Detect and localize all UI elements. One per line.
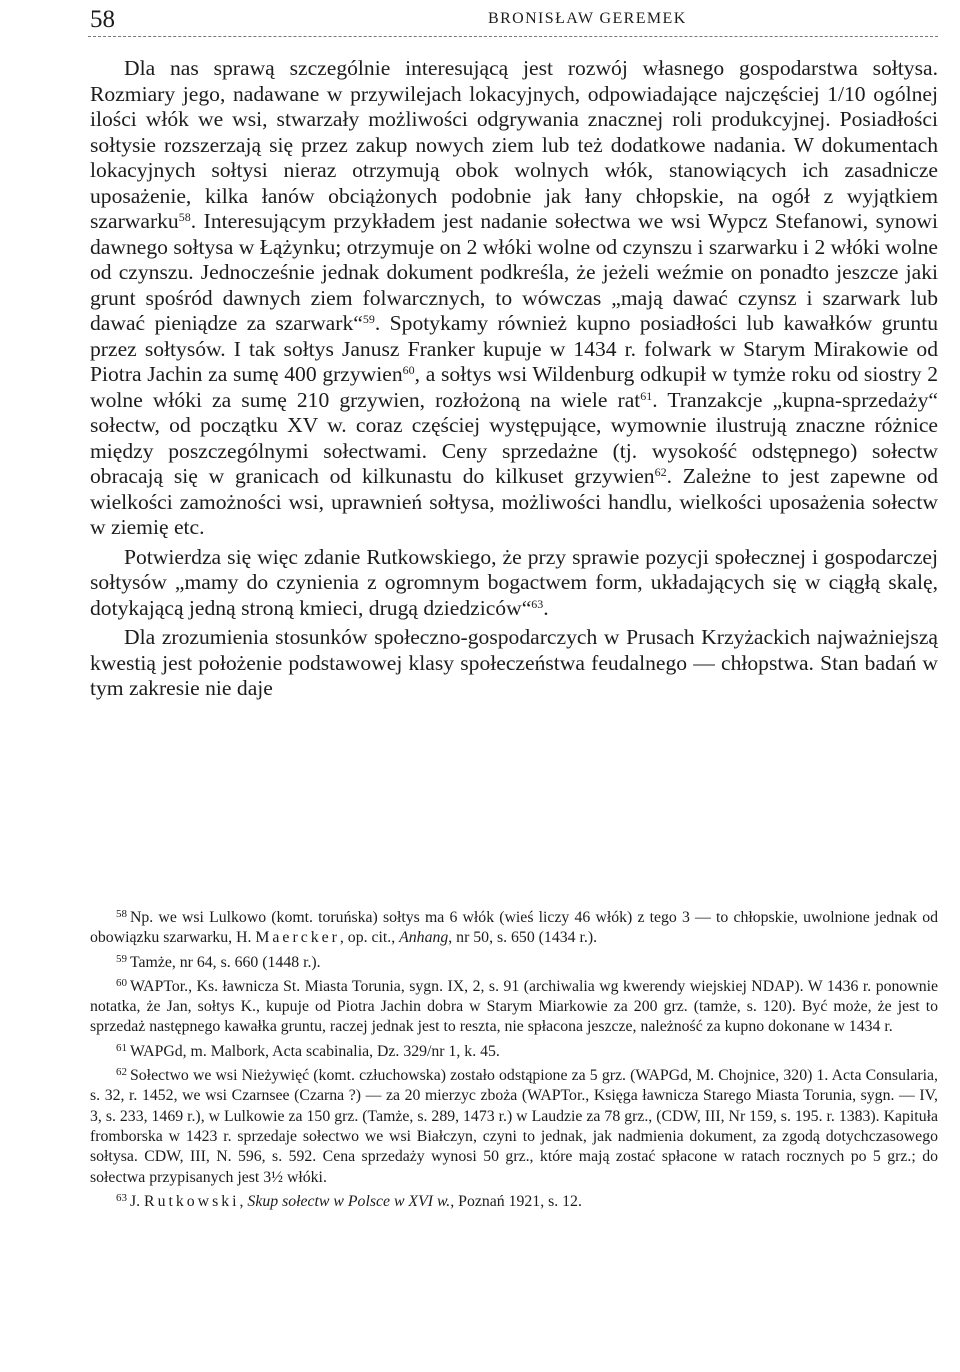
paragraph-text: .	[543, 595, 549, 620]
footnote-text: , nr 50, s. 650 (1434 r.).	[448, 929, 598, 947]
footnote	[90, 949, 938, 973]
footnote-text: ,	[239, 1192, 248, 1210]
footnote-ref: 58	[178, 210, 191, 224]
page-header	[90, 4, 938, 38]
footnote-ref: 63	[531, 596, 544, 611]
paragraph-text: Dla nas sprawą szczególnie interesującą jest rozwój własnego gospodarstwa sołtysa. Rozmiary jego, nadawane w przywilejach lokacyjnych, odpowiadające najczęściej 1/10 ogólnej ilości włók we wsi, stwarzały możliwości odgrywania znacznej roli produkcyjnej. Posiadłości sołtysie rozszerzają się przez zakup nowych ziem lub też dodatkowe nadania. W dokumentach lokacyjnych sołtysi nieraz otrzymują obok wolnych włók, stanowiących ich zasadnicze uposażenie, kilka łanów obciążonych podobnie jak łany chłopskie, na ogół z wyjątkiem szarwarku	[90, 56, 938, 233]
footnote-number: 62	[116, 1066, 127, 1079]
paragraph-text: . Zależne to jest zapewne od wielkości zamożności wsi, uprawnień sołtysa, możliwości handlu, wielkości uposażenia sołectw w ziemię etc.	[90, 464, 938, 539]
paragraph	[90, 56, 938, 541]
footnote	[90, 1062, 938, 1188]
footnote-author: Rutkowski	[144, 1192, 240, 1210]
footnotes	[90, 904, 938, 1212]
footnote-ref: 59	[362, 312, 375, 326]
footnote-text: Sołectwo we wsi Nieżywięć (komt. człuchowska) zostało odstąpione za 5 grz. (WAPGd, M. Chojnice, 320) 1. Acta Consularia, s. 32, r. 1452, we wsi Czarnsee (Czarna ?) — za 20 mierzyc zboża (WAPTor., Księga ławnicza Starego Miasta Torunia, sygn. — IV, 3, s. 233, 1469 r.), w Lulkowie za 150 grz. (Tamże, s. 289, 1473 r.) w Laudzie za 78 grz., (CDW, III, Nr 159, s. 195. r. 1383). Kapituła fromborska w 1423 r. sprzedaje sołectwo we wsi Białczyn, czyni to jednak, jak nadmienia dokument, za zgodą dotychczasowego sołtysa. CDW, III, N. 596, s. 592. Cena sprzedaży wynosi 50 grz., które mają zostać spłacone w ratach rocznych po 5 grz.; do sołectwa przypisanych jest 3½ włóki.	[90, 1067, 938, 1186]
footnote-author: Maercker	[255, 929, 340, 947]
footnote-text: Tamże, nr 64, s. 660 (1448 r.).	[130, 953, 321, 971]
footnote-title: Anhang	[399, 929, 449, 947]
footnote-number: 63	[116, 1191, 127, 1204]
footnote-ref: 62	[654, 465, 667, 479]
footnote-title: Skup sołectw w Polsce w XVI w.	[247, 1192, 451, 1210]
footnote-text: , Poznań 1921, s. 12.	[450, 1192, 582, 1210]
paragraph	[90, 545, 938, 622]
paragraph-text: Dla zrozumienia stosunków społeczno-gospodarczych w Prusach Krzyżackich najważniejszą kwestią jest położenie podstawowej klasy społeczeństwa feudalnego — chłopstwa. Stan badań w tym zakresie nie daje	[90, 625, 938, 700]
footnote-text: J.	[130, 1192, 145, 1210]
footnote-number: 61	[116, 1041, 127, 1054]
paragraph-text: , a sołtys wsi Wildenburg odkupił w tymże roku od siostry 2 wolne włóki za sumę 210 grzywien, rozłożoną na wiele rat	[90, 362, 938, 412]
header-rule	[88, 36, 938, 37]
footnote	[90, 904, 938, 949]
footnote-text: WAPTor., Ks. ławnicza St. Miasta Torunia, sygn. IX, 2, s. 91 (archiwalia wg kwerendy wiejskiej NDAP). W 1436 r. ponownie notatka, że Jan, sołtys K., kupuje od Piotra Jachin dobra w Starym Miarkowie za 200 grz. (tamże, s. 120). Być może, że jest to sprzedaż następnego kawałka gruntu, raczej jednak jest to reszta, nie spłacona jeszcze, należność za kupno dokonane w 1434 r.	[90, 977, 938, 1036]
footnote	[90, 1188, 938, 1212]
paragraph-text: . Interesującym przykładem jest nadanie sołectwa we wsi Wypcz Stefanowi, synowi dawnego sołtysa w Łążynku; otrzymuje on 2 włóki wolne od czynszu i szarwarku i 2 włóki wolne od czynszu. Jednocześnie jednak dokument podkreśla, że jeżeli weźmie on ponadto jeszcze jaki grunt spośród dawnych ziem folwarcznych, to wówczas „mają dawać czynsz i szarwark lub dawać pieniądze za szarwark“	[90, 209, 938, 335]
footnote-number: 59	[116, 952, 127, 965]
page-number: 58	[90, 6, 115, 33]
running-head: BRONISŁAW GEREMEK	[488, 10, 687, 27]
paragraph-text: Potwierdza się więc zdanie Rutkowskiego, że przy sprawie pozycji społecznej i gospodarczej sołtysów „mamy do czynienia z ogromnym bogactwem form, układających się w ciągłą skalę, dotykającą jedną stroną kmieci, drugą dziedziców“	[90, 544, 938, 620]
footnote-text: Np. we wsi Lulkowo (komt. toruńska) sołtys ma 6 włók (wieś liczy 46 włók) z tego 3 — to chłopskie, uwolnione jednak od obowiązku szarwarku, H.	[90, 909, 938, 947]
paragraph-text: . Tranzakcje „kupna-sprzedaży“ sołectw, od początku XV w. coraz częściej występujące, wymownie ilustrują znaczne różnice między poszczególnymi sołectwami. Ceny sprzedażne (tj. wysokość odstępnego) sołectw obracają się w granicach od kilkunastu do kilkuset grzywien	[90, 387, 938, 488]
footnote-ref: 60	[402, 363, 415, 377]
footnote	[90, 1038, 938, 1062]
footnote-number: 60	[116, 976, 127, 989]
footnote-ref: 61	[640, 388, 653, 403]
footnote	[90, 973, 938, 1038]
footnote-text: , op. cit.,	[339, 929, 400, 947]
paragraph	[90, 625, 938, 702]
paragraph-text: . Spotykamy również kupno posiadłości lub kawałków gruntu przez sołtysów. I tak sołtys Janusz Franker kupuje w 1434 r. folwark w Starym Mirakowie od Piotra Jachin za sumę 400 grzywien	[90, 311, 939, 386]
footnote-number: 58	[116, 908, 127, 920]
main-text	[90, 56, 938, 702]
footnote-text: WAPGd, m. Malbork, Acta scabinalia, Dz. 329/nr 1, k. 45.	[130, 1042, 500, 1060]
